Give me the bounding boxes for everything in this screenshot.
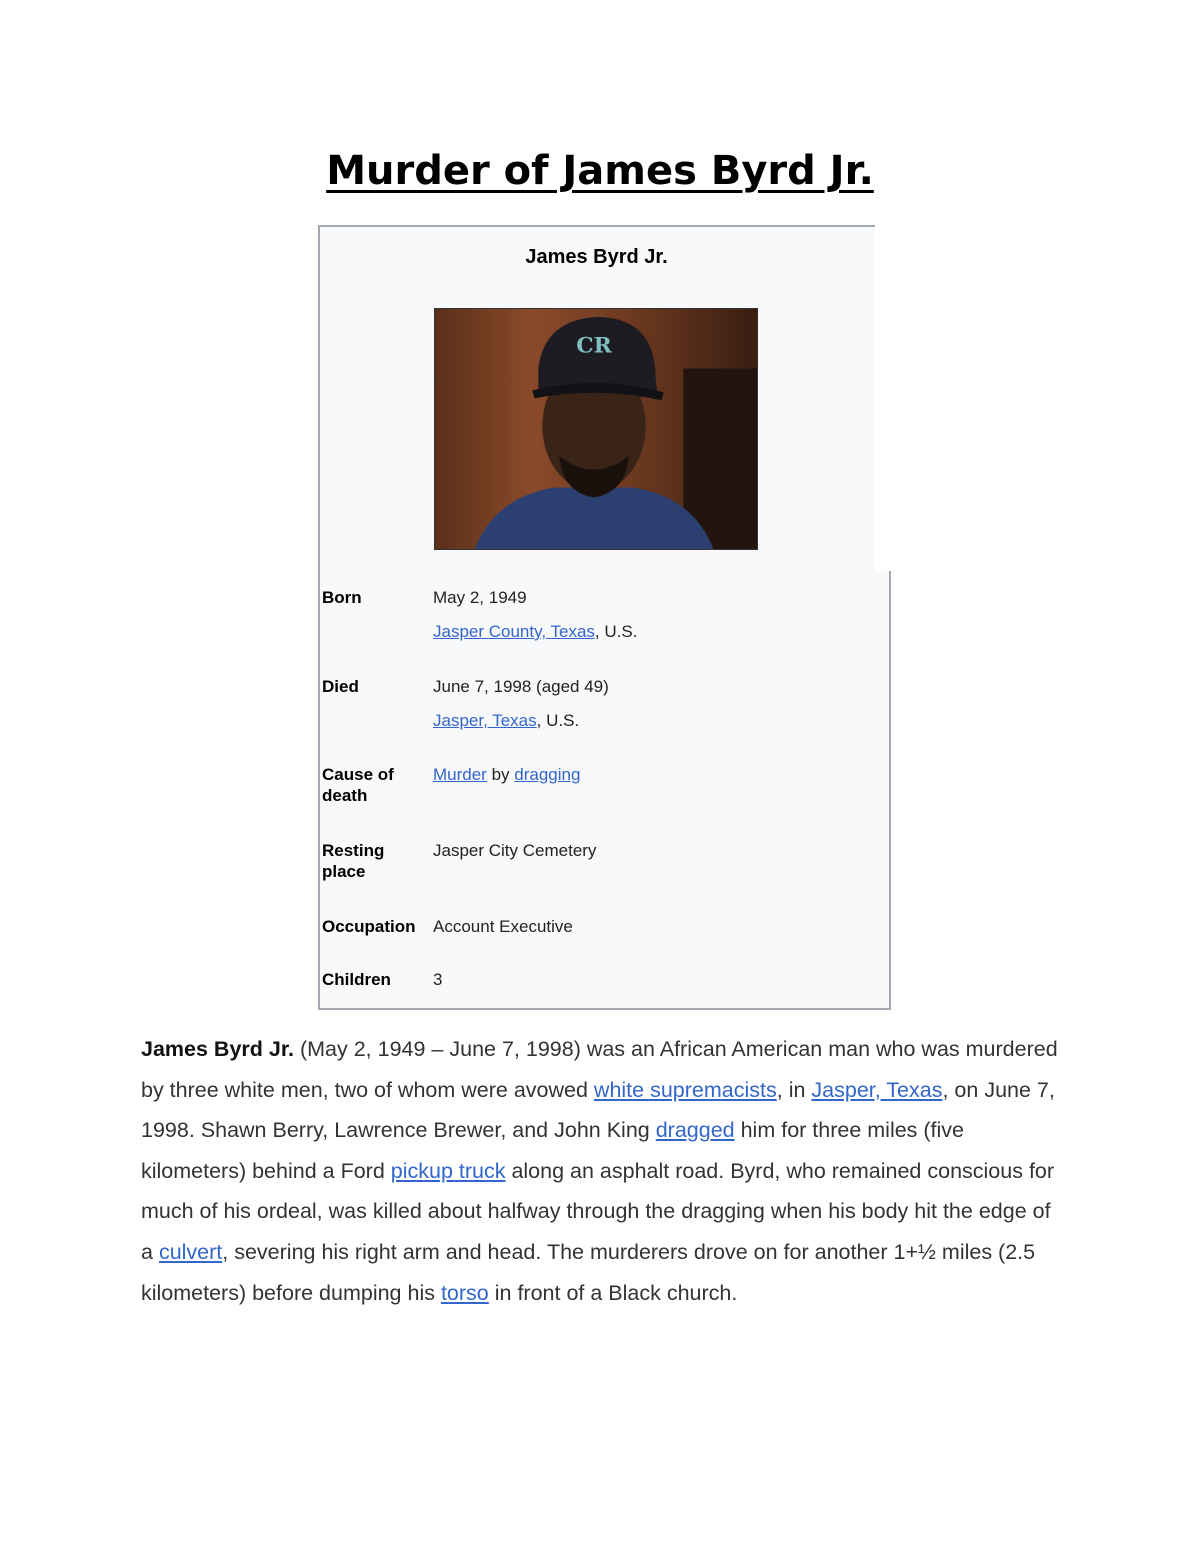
- document-title: [0, 148, 1200, 194]
- infobox-label-born: Born: [322, 588, 362, 607]
- infobox-label-resting-place: Resting place: [322, 841, 385, 881]
- article-text-3: , on June 7, 1998. Shawn Berry, Lawrence Brewer, and John King: [141, 1077, 1055, 1143]
- article-text-7: in front of a Black church.: [488, 1280, 738, 1305]
- infobox-label-died: Died: [322, 677, 359, 696]
- infobox-value-children: 3: [433, 970, 443, 989]
- article-text-1: (May 2, 1949 – June 7, 1998) was an African American man who was murdered by three white men, two of whom were avowed: [141, 1037, 1058, 1102]
- article-text-6: , severing his right arm and head. The murderers drove on for another 1+½ miles (2.5 kilometers) before dumping his: [141, 1239, 1036, 1305]
- infobox-label-occupation: Occupation: [322, 917, 416, 936]
- died-date: June 7, 1998 (aged 49): [433, 677, 609, 696]
- link-torso[interactable]: torso: [440, 1280, 489, 1305]
- portrait-photo: [434, 308, 758, 550]
- article-paragraph: [141, 1029, 1066, 1313]
- link-murder[interactable]: Murder: [433, 765, 487, 784]
- article-text-5: along an asphalt road. Byrd, who remained conscious for much of his ordeal, was killed about halfway through the dragging when his body hit the edge of a: [141, 1158, 1055, 1264]
- article-subject-name: James Byrd Jr.: [141, 1037, 294, 1061]
- link-pickup-truck[interactable]: pickup truck: [390, 1158, 506, 1183]
- died-place: [433, 710, 863, 731]
- link-white-supremacists[interactable]: white supremacists: [593, 1077, 777, 1102]
- link-dragged[interactable]: dragged: [655, 1118, 735, 1143]
- infobox-value-died: [433, 676, 863, 731]
- link-dragging[interactable]: dragging: [514, 765, 581, 784]
- cause-connector: by: [486, 765, 515, 784]
- link-jasper-county-texas[interactable]: Jasper County, Texas: [433, 622, 595, 641]
- link-jasper-texas-infobox[interactable]: Jasper, Texas: [433, 711, 537, 730]
- infobox-label-cause-of-death: Cause of death: [322, 765, 394, 805]
- infobox-label-children: Children: [322, 970, 391, 989]
- article-text-2: , in: [776, 1077, 812, 1102]
- svg-text:CR: CR: [576, 332, 612, 359]
- infobox-title: James Byrd Jr.: [525, 246, 668, 268]
- link-jasper-texas[interactable]: Jasper, Texas: [811, 1077, 943, 1102]
- born-country: , U.S.: [594, 622, 638, 641]
- link-culvert[interactable]: culvert: [158, 1239, 223, 1264]
- document-title-text: Murder of James Byrd Jr.: [326, 148, 874, 194]
- infobox-value-born: [433, 587, 863, 642]
- article-text-4: him for three miles (five kilometers) behind a Ford: [141, 1118, 965, 1183]
- born-date: May 2, 1949: [433, 588, 527, 607]
- infobox-value-resting-place: Jasper City Cemetery: [433, 841, 597, 860]
- born-place: [433, 621, 863, 642]
- died-country: , U.S.: [536, 711, 580, 730]
- infobox-value-cause-of-death: [433, 764, 863, 785]
- infobox-value-occupation: Account Executive: [433, 917, 573, 936]
